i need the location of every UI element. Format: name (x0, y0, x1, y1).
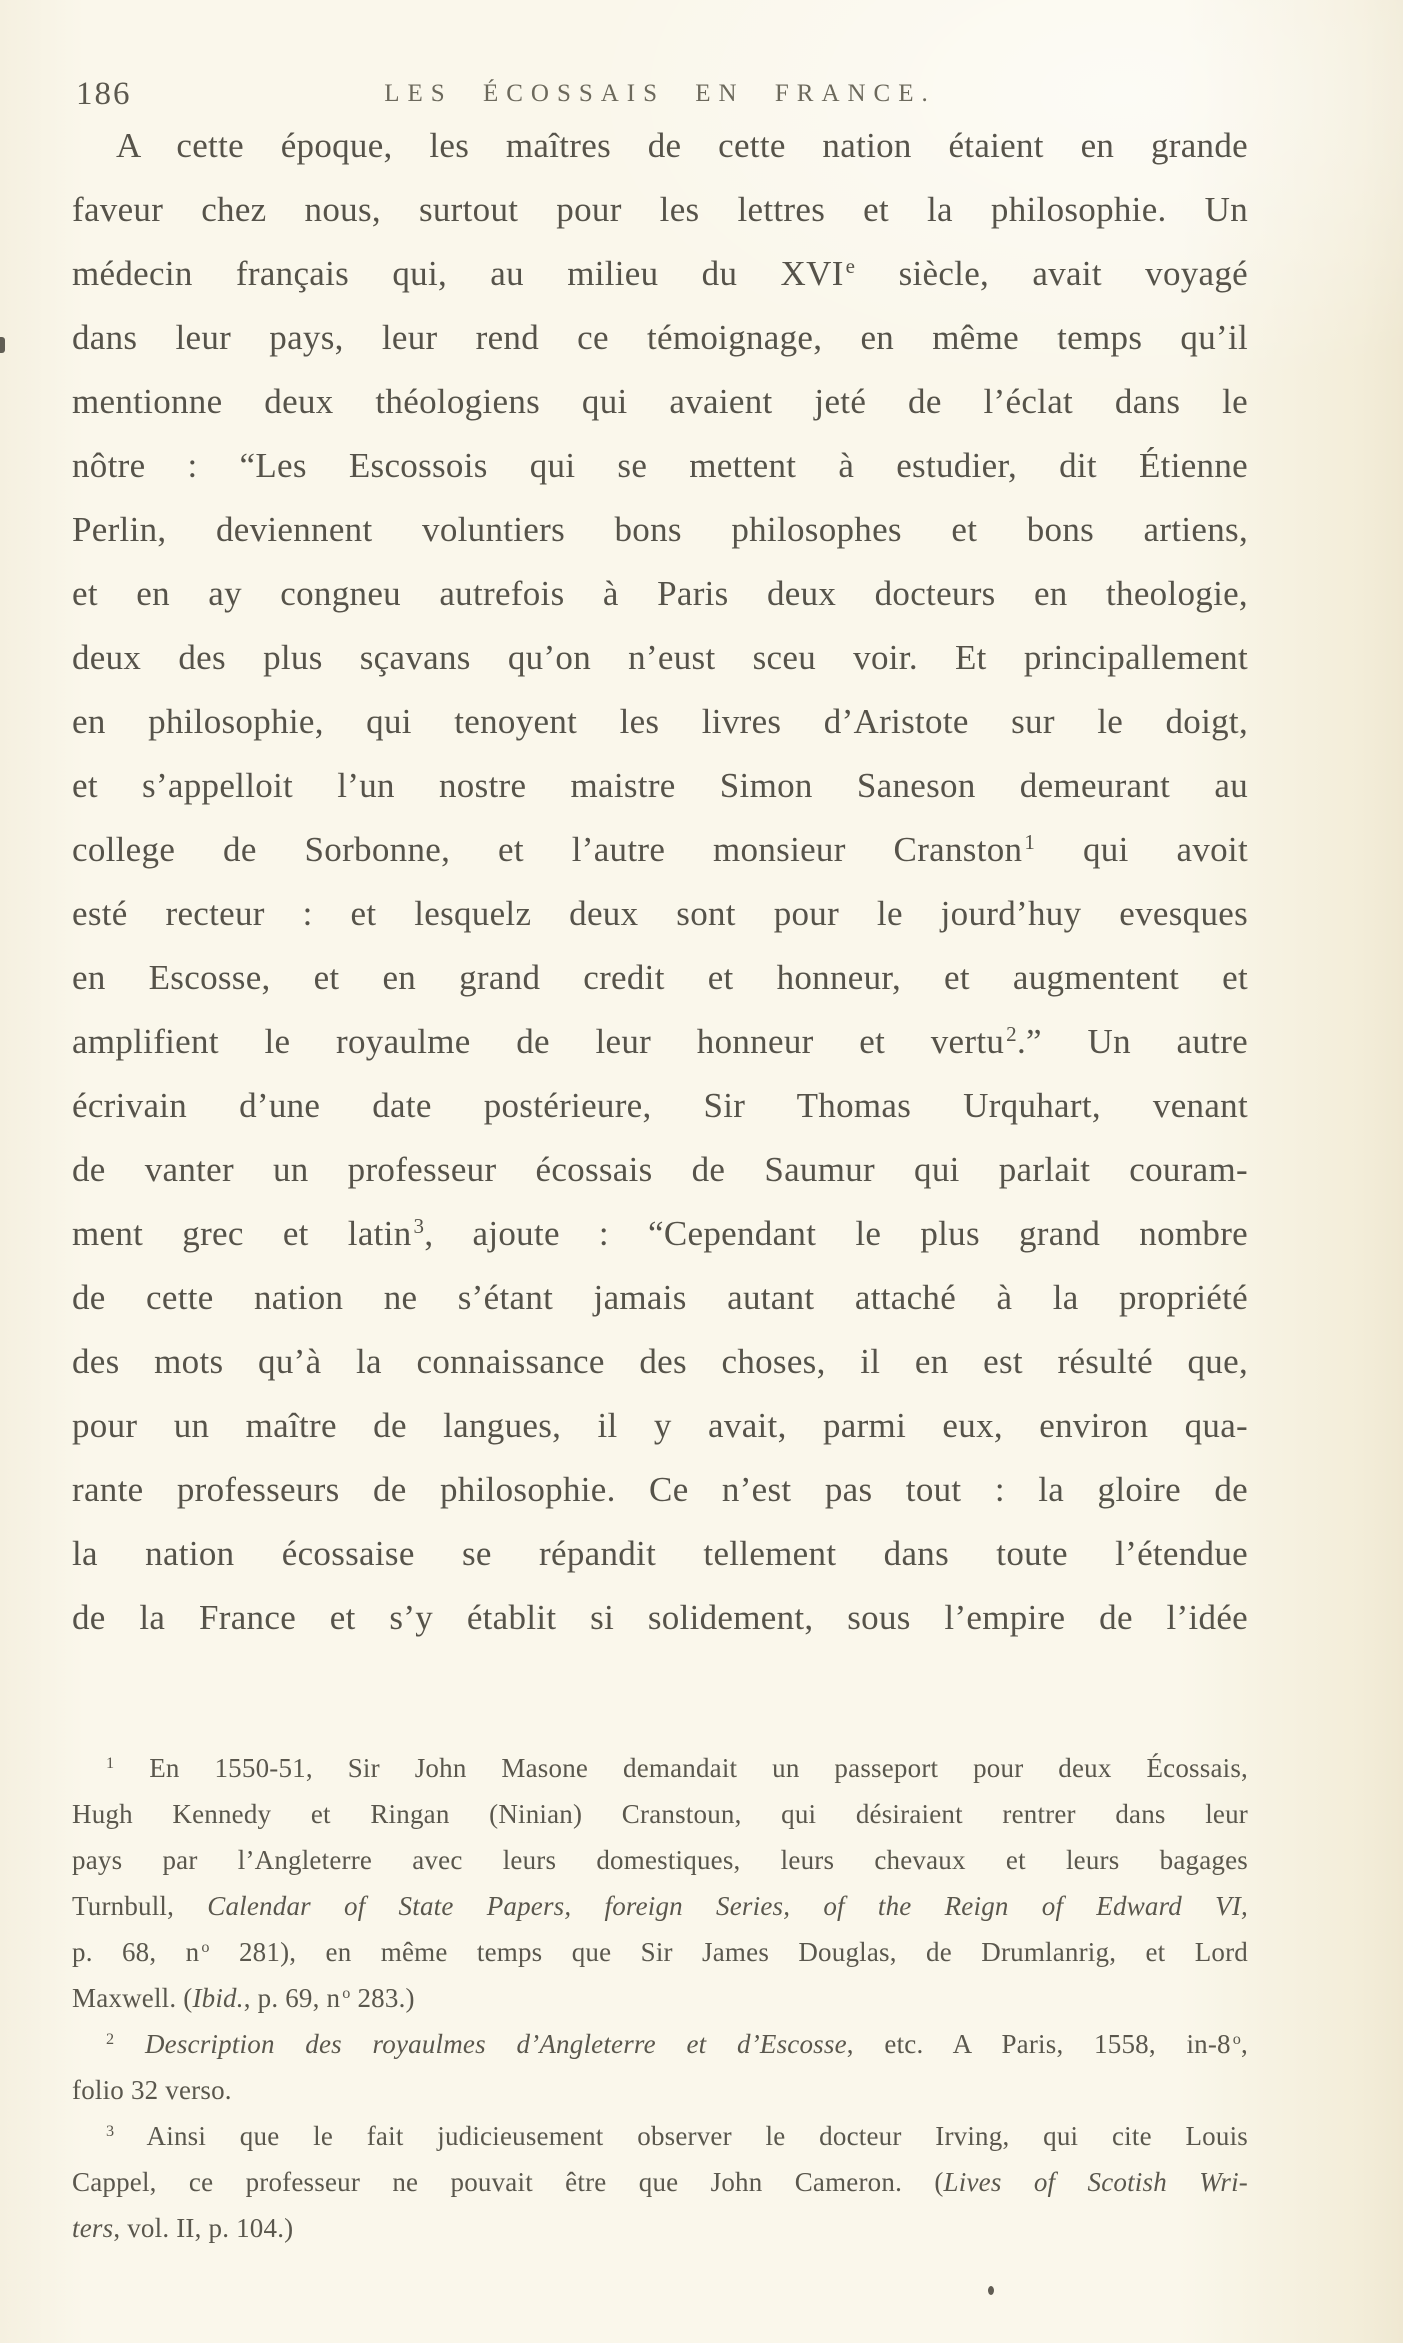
text-line: Cappel, ce professeur ne pouvait être que John Cameron. (Lives of Scotish Wri- (72, 2167, 1248, 2197)
text-line: folio 32 verso. (72, 2075, 232, 2105)
text-line: A cette époque, les maîtres de cette nation étaient en grande (116, 126, 1248, 165)
page-edge-mark (0, 337, 5, 353)
text-line: Perlin, deviennent voluntiers bons philosophes et bons artiens, (72, 510, 1248, 549)
text-line: $^1$ En 1550-51, Sir John Masone demandait un passeport pour deux Écossais, (106, 1753, 1248, 1783)
text-line: de vanter un professeur écossais de Saumur qui parlait couram- (72, 1150, 1248, 1189)
text-line: des mots qu’à la connaissance des choses, il en est résulté que, (72, 1342, 1248, 1381)
text-line: la nation écossaise se répandit tellement dans toute l’étendue (72, 1534, 1248, 1573)
running-title: LES ÉCOSSAIS EN FRANCE. (384, 80, 936, 107)
text-line: $^2$ Description des royaulmes d’Angleterre et d’Escosse, etc. A Paris, 1558, in-8 $^o$, (106, 2029, 1248, 2059)
text-line: faveur chez nous, surtout pour les lettres et la philosophie. Un (72, 190, 1248, 229)
text-line: esté recteur : et lesquelz deux sont pour le jourd’huy evesques (72, 894, 1248, 933)
text-line: nôtre : “Les Escossois qui se mettent à estudier, dit Étienne (72, 446, 1248, 485)
text-line: Turnbull, Calendar of State Papers, foreign Series, of the Reign of Edward VI, (72, 1891, 1248, 1921)
text-line: pays par l’Angleterre avec leurs domestiques, leurs chevaux et leurs bagages (72, 1845, 1248, 1875)
text-line: de la France et s’y établit si solidement, sous l’empire de l’idée (72, 1598, 1248, 1637)
text-line: Hugh Kennedy et Ringan (Ninian) Cranstoun, qui désiraient rentrer dans leur (72, 1799, 1248, 1829)
text-line: et s’appelloit l’un nostre maistre Simon Saneson demeurant au (72, 766, 1248, 805)
text-line: amplifient le royaulme de leur honneur et vertu$^2$.” Un autre (72, 1022, 1248, 1061)
body-text (72, 114, 1248, 1650)
text-line: ters, vol. II, p. 104.) (72, 2213, 294, 2243)
text-line: en philosophie, qui tenoyent les livres d’Aristote sur le doigt, (72, 702, 1248, 741)
text-line: en Escosse, et en grand credit et honneur, et augmentent et (72, 958, 1248, 997)
text-line: pour un maître de langues, il y avait, parmi eux, environ qua- (72, 1406, 1248, 1445)
text-line: college de Sorbonne, et l’autre monsieur Cranston$^1$ qui avoit (72, 830, 1248, 869)
text-line: ment grec et latin$^3$, ajoute : “Cependant le plus grand nombre (72, 1214, 1248, 1253)
text-line: $^3$ Ainsi que le fait judicieusement observer le docteur Irving, qui cite Louis (106, 2121, 1248, 2151)
footnotes (72, 1745, 1248, 2251)
text-line: rante professeurs de philosophie. Ce n’est pas tout : la gloire de (72, 1470, 1248, 1509)
text-line: écrivain d’une date postérieure, Sir Thomas Urquhart, venant (72, 1086, 1248, 1125)
page-header (72, 74, 1248, 118)
text-line: p. 68, n $^o$ 281), en même temps que Sir James Douglas, de Drumlanrig, et Lord (72, 1937, 1248, 1967)
text-line: dans leur pays, leur rend ce témoignage, en même temps qu’il (72, 318, 1248, 357)
text-line: deux des plus sçavans qu’on n’eust sceu voir. Et principallement (72, 638, 1248, 677)
ink-speck (988, 2286, 994, 2295)
page-number: 186 (76, 76, 132, 112)
text-line: mentionne deux théologiens qui avaient jeté de l’éclat dans le (72, 382, 1248, 421)
text-line: Maxwell. (Ibid., p. 69, n $^o$ 283.) (72, 1983, 415, 2013)
text-line: de cette nation ne s’étant jamais autant attaché à la propriété (72, 1278, 1248, 1317)
text-line: et en ay congneu autrefois à Paris deux docteurs en theologie, (72, 574, 1248, 613)
text-line: médecin français qui, au milieu du XVIe siècle, avait voyagé (72, 254, 1248, 293)
